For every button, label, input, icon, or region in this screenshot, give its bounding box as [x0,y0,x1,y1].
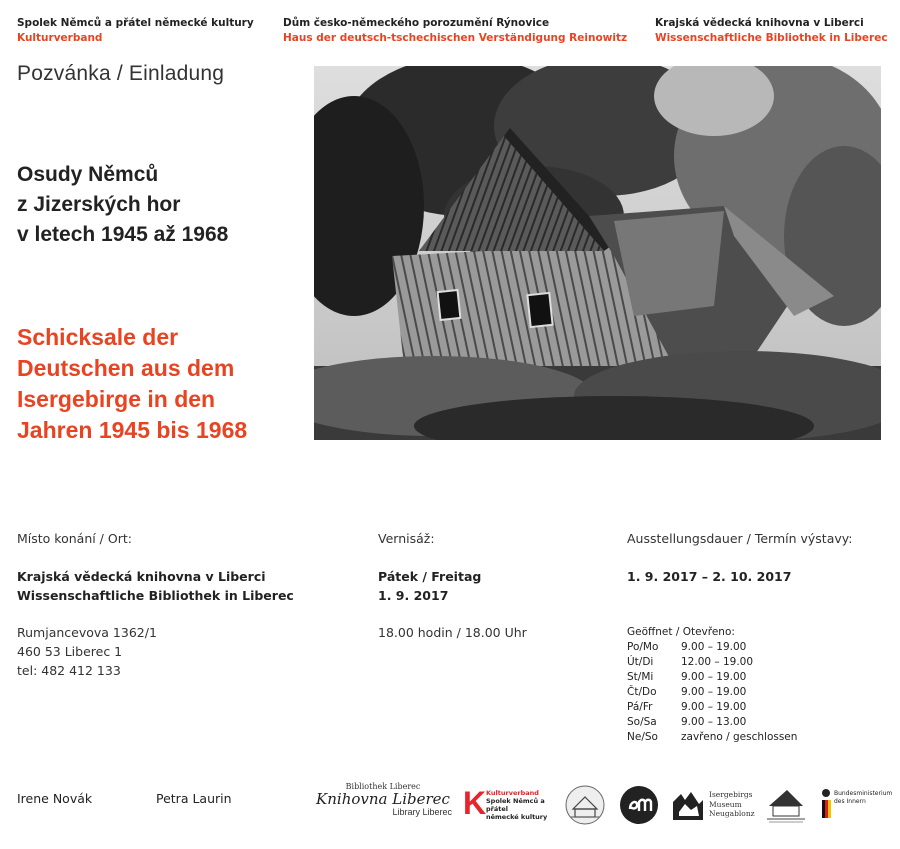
kulturverband-logo-line2: německé kultury [486,813,548,821]
museum-logo-text [709,790,755,819]
library-logo-main: Knihovna Liberec [316,790,450,808]
venue-address [17,623,157,680]
title-czech-line: v letech 1945 až 1968 [17,223,229,246]
bundesministerium-logo [820,788,893,826]
venue-name-line: Krajská vědecká knihovna v Liberci [17,569,266,584]
opening-date: 1. 9. 2017 [378,588,449,603]
house-understanding-logo [765,786,807,824]
hours-row [627,655,797,670]
opening-day: Pátek / Freitag [378,569,482,584]
opening-hours-table [627,640,797,745]
venue-phone: tel: 482 412 133 [17,663,121,678]
kulturverband-logo-text [486,789,558,821]
hours-day: St/Mi [627,671,654,683]
hours-day: Ne/So [627,731,658,743]
title-german-line: Schicksale der [17,324,179,350]
title-czech-line: z Jizerských hor [17,193,181,216]
opening-label: Vernisáž: [378,531,435,546]
duration-label: Ausstellungsdauer / Termín výstavy: [627,531,853,546]
venue-city: 460 53 Liberec 1 [17,644,123,659]
circle-monogram-logo [619,785,659,825]
opening-time: 18.00 hodin / 18.00 Uhr [378,625,527,640]
hours-row [627,730,797,745]
isergebirgs-museum-logo [673,788,753,826]
hours-row [627,715,797,730]
kulturverband-logo-name: Kulturverband [486,789,539,797]
hours-day: So/Sa [627,716,657,728]
hours-day: Út/Di [627,656,654,668]
house-photo [314,66,881,440]
kulturverband-logo-line1: Spolek Němců a přátel [486,797,545,813]
title-german-line: Jahren 1945 bis 1968 [17,417,248,443]
ministry-logo-line1: Bundesministerium [834,790,893,797]
title-czech-line: Osudy Němců [17,163,159,186]
hours-time: zavřeno / geschlossen [681,731,798,743]
hours-row [627,640,797,655]
header-organizer-2-de: Haus der deutsch-tschechischen Verständigung Reinowitz [283,32,628,44]
opening-date-block [378,567,481,605]
title-german-line: Deutschen aus dem [17,355,235,381]
library-liberec-logo [308,782,458,817]
ministry-logo-text [834,790,892,806]
kulturverband-logo-letter: K [463,785,487,821]
kulturverband-logo [463,786,558,826]
hours-day: Po/Mo [627,641,659,653]
header-organizer-3-cz: Krajská vědecká knihovna v Liberci [655,17,864,29]
author-2: Petra Laurin [156,791,232,806]
title-german-line: Isergebirge in den [17,386,216,412]
hours-row [627,700,797,715]
header-organizer-2 [283,16,627,46]
hours-time: 12.00 – 19.00 [681,656,754,668]
duration-dates: 1. 9. 2017 – 2. 10. 2017 [627,569,792,584]
header-organizer-3-de: Wissenschaftliche Bibliothek in Liberec [655,32,888,44]
ministry-logo-line2: des Innern [834,798,866,805]
hours-time: 9.00 – 19.00 [681,641,747,653]
venue-street: Rumjancevova 1362/1 [17,625,157,640]
hours-time: 9.00 – 13.00 [681,716,747,728]
hours-day: Pá/Fr [627,701,653,713]
hours-day: Čt/Do [627,686,657,698]
venue-label: Místo konání / Ort: [17,531,132,546]
museum-logo-line2: Museum [709,799,742,809]
hours-time: 9.00 – 19.00 [681,701,747,713]
title-german [17,322,247,446]
venue-name-line: Wissenschaftliche Bibliothek in Liberec [17,588,294,603]
author-1: Irene Novák [17,791,93,806]
header-organizer-2-cz: Dům česko-německého porozumění Rýnovice [283,17,550,29]
hours-time: 9.00 – 19.00 [681,686,747,698]
hours-label: Geöffnet / Otevřeno: [627,626,735,638]
museum-logo-line3: Neugablonz [709,809,755,818]
hours-row [627,670,797,685]
header-organizer-1 [17,16,254,46]
hours-row [627,685,797,700]
library-logo-top: Bibliothek Liberec [345,782,421,791]
museum-logo-line1: Isergebirgs [709,790,753,799]
title-czech [17,160,228,250]
invitation-heading: Pozvánka / Einladung [17,62,225,85]
house-drawing-logo [565,785,605,825]
library-logo-sub: Library Liberec [392,807,452,817]
header-organizer-3 [655,16,888,46]
header-organizer-1-cz: Spolek Němců a přátel německé kultury [17,17,254,29]
hours-time: 9.00 – 19.00 [681,671,747,683]
header-organizer-1-de: Kulturverband [17,32,103,44]
venue-name [17,567,294,605]
